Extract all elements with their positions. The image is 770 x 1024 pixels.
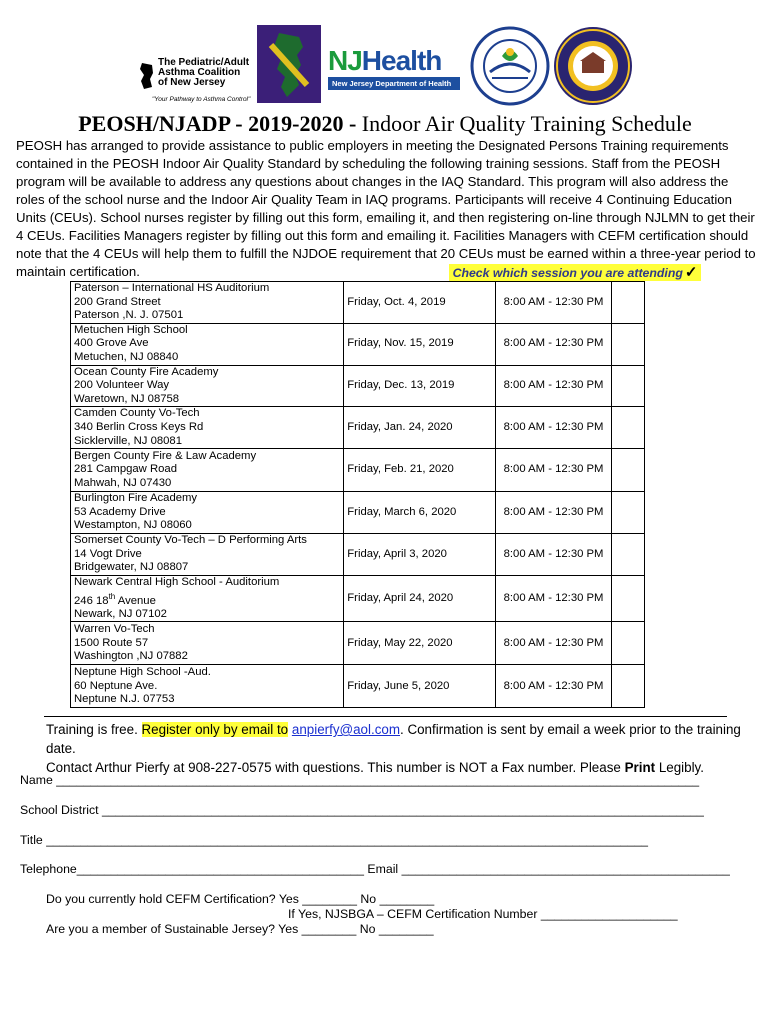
session-time: 8:00 AM - 12:30 PM <box>495 449 612 492</box>
attend-checkbox[interactable] <box>612 622 645 665</box>
session-date: Friday, Dec. 13, 2019 <box>344 365 495 407</box>
register-by-email-text: Register only by email to <box>141 722 289 737</box>
street-name: Avenue <box>115 594 156 607</box>
paac-line-2: Asthma Coalition <box>158 67 241 78</box>
location-city: Newark, NJ 07102 <box>74 607 167 620</box>
epa-seal-logo <box>470 26 550 106</box>
attend-checkbox[interactable] <box>612 575 645 622</box>
cefm-seal-icon <box>552 25 634 107</box>
location-name: Somerset County Vo-Tech – D Performing Arts <box>74 534 307 547</box>
session-location <box>71 282 344 324</box>
session-location <box>71 533 344 575</box>
paac-line-1: The Pediatric/Adult <box>158 57 250 68</box>
attend-checkbox[interactable] <box>612 323 645 365</box>
session-date: Friday, Feb. 21, 2020 <box>344 449 495 492</box>
confirmation-text: . Confirmation is sent by email a week prior to the training date. <box>46 722 741 756</box>
location-street: 200 Grand Street <box>74 295 161 308</box>
location-city: Neptune N.J. 07753 <box>74 693 175 706</box>
schedule-row <box>71 622 645 665</box>
ordinal-suffix: th <box>108 591 116 601</box>
telephone-email-field[interactable]: Telephone__________________________________________ Email ________________________________________________ <box>20 862 730 876</box>
location-city: Mahwah, NJ 07430 <box>74 476 172 489</box>
attend-checkbox[interactable] <box>612 533 645 575</box>
session-location <box>71 492 344 534</box>
location-street: 1500 Route 57 <box>74 636 149 649</box>
schedule-row <box>71 533 645 575</box>
attend-checkbox[interactable] <box>612 492 645 534</box>
attend-checkbox[interactable] <box>612 365 645 407</box>
logo-strip <box>0 25 770 110</box>
contact-text: Contact Arthur Pierfy at 908-227-0575 with questions. This number is NOT a Fax number. Please <box>46 760 625 775</box>
attend-checkbox[interactable] <box>612 282 645 324</box>
location-street: 340 Berlin Cross Keys Rd <box>74 420 204 433</box>
session-location <box>71 323 344 365</box>
location-city: Washington ,NJ 07882 <box>74 650 188 663</box>
location-street: 281 Campgaw Road <box>74 463 177 476</box>
location-name: Neptune High School -Aud. <box>74 666 211 679</box>
new-jersey-map-logo <box>257 25 321 103</box>
attend-checkbox[interactable] <box>612 407 645 449</box>
cefm-certification-number-field[interactable]: If Yes, NJSBGA – CEFM Certification Number ____________________ <box>288 907 678 921</box>
location-name: Ocean County Fire Academy <box>74 365 219 378</box>
location-street <box>74 590 340 608</box>
registration-info <box>46 720 746 777</box>
location-name: Metuchen High School <box>74 323 188 336</box>
session-location <box>71 407 344 449</box>
nj-outline-icon <box>138 61 156 91</box>
schedule-row <box>71 282 645 324</box>
print-text: Print <box>624 760 656 775</box>
schedule-row <box>71 407 645 449</box>
session-date: Friday, May 22, 2020 <box>344 622 495 665</box>
check-session-label: Check which session you are attending <box>452 266 683 280</box>
session-time: 8:00 AM - 12:30 PM <box>495 407 612 449</box>
location-city: Paterson ,N. J. 07501 <box>74 309 184 322</box>
name-field[interactable]: Name ______________________________________________________________________________________________ <box>20 773 700 787</box>
session-time: 8:00 AM - 12:30 PM <box>495 492 612 534</box>
session-date: Friday, June 5, 2020 <box>344 665 495 708</box>
divider <box>44 716 727 717</box>
title-bold: PEOSH/NJADP - 2019-2020 - <box>78 111 362 136</box>
schedule-row <box>71 449 645 492</box>
legibly-text: Legibly. <box>655 760 704 775</box>
session-date: Friday, April 3, 2020 <box>344 533 495 575</box>
nj-health-logo <box>328 45 460 95</box>
location-name: Burlington Fire Academy <box>74 492 198 505</box>
session-location <box>71 575 344 622</box>
pediatric-adult-asthma-coalition-logo <box>138 58 256 108</box>
location-name: Camden County Vo-Tech <box>74 407 200 420</box>
session-time: 8:00 AM - 12:30 PM <box>495 365 612 407</box>
attend-checkbox[interactable] <box>612 449 645 492</box>
njhealth-nj-text: NJ <box>328 45 362 76</box>
school-district-field[interactable]: School District ________________________________________________________________________________________ <box>20 803 704 817</box>
session-location <box>71 365 344 407</box>
session-location <box>71 665 344 708</box>
session-date: Friday, Nov. 15, 2019 <box>344 323 495 365</box>
location-city: Westampton, NJ 08060 <box>74 519 192 532</box>
intro-paragraph: PEOSH has arranged to provide assistance to public employers in meeting the Designated Persons Training requirements contained in the PEOSH Indoor Air Quality Standard by scheduling the following training sessions. Staff from the PEOSH program will be available to address any questions about changes in the IAQ Standard. This program will also address the roles of the school nurse and the Indoor Air Quality Team in IAQ programs. Participants will receive 4 Continuing Education Units (CEUs). School nurses register by filling out this form, emailing it, and then registering on-line through NJLMN to get their 4 CEUs. Facilities Managers register by filling out this form and emailing it. Facilities Managers with CEFM certification should note that the 4 CEUs will help them to fulfill the NJDOE requirement that 20 CEUs must be earned within a three-year period to maintain certification. <box>16 138 756 279</box>
session-location <box>71 622 344 665</box>
session-time: 8:00 AM - 12:30 PM <box>495 622 612 665</box>
epa-seal-icon <box>470 26 550 106</box>
njhealth-dept-text: New Jersey Department of Health <box>328 77 460 90</box>
njhealth-health-text: Health <box>361 45 442 76</box>
checkmark-icon: ✓ <box>684 264 698 281</box>
street-number: 246 18 <box>74 594 109 607</box>
session-date: Friday, Oct. 4, 2019 <box>344 282 495 324</box>
cefm-certification-question[interactable]: Do you currently hold CEFM Certification? Yes ________ No ________ <box>46 892 435 906</box>
location-name: Newark Central High School - Auditorium <box>74 575 280 588</box>
paac-tagline: "Your Pathway to Asthma Control" <box>152 96 251 103</box>
paac-line-3: of New Jersey <box>158 77 226 88</box>
schedule-row <box>71 323 645 365</box>
location-city: Waretown, NJ 08758 <box>74 392 180 405</box>
schedule-row <box>71 575 645 622</box>
location-street: 14 Vogt Drive <box>74 547 142 560</box>
session-time: 8:00 AM - 12:30 PM <box>495 665 612 708</box>
session-date: Friday, Jan. 24, 2020 <box>344 407 495 449</box>
cefm-association-seal-logo <box>552 25 634 107</box>
check-session-banner <box>449 264 701 281</box>
training-schedule-table <box>70 281 645 708</box>
training-free-text: Training is free. <box>46 722 142 737</box>
session-time: 8:00 AM - 12:30 PM <box>495 533 612 575</box>
sustainable-jersey-question[interactable]: Are you a member of Sustainable Jersey? Yes ________ No ________ <box>46 922 434 936</box>
location-street: 400 Grove Ave <box>74 337 149 350</box>
title-rest: Indoor Air Quality Training Schedule <box>361 111 692 136</box>
contact-email-link[interactable]: anpierfy@aol.com <box>291 722 400 737</box>
session-time: 8:00 AM - 12:30 PM <box>495 323 612 365</box>
page-title <box>0 110 770 138</box>
location-name: Warren Vo-Tech <box>74 623 155 636</box>
location-street: 200 Volunteer Way <box>74 379 170 392</box>
location-city: Metuchen, NJ 08840 <box>74 350 179 363</box>
location-city: Bridgewater, NJ 08807 <box>74 561 189 574</box>
schedule-row <box>71 665 645 708</box>
session-date: Friday, April 24, 2020 <box>344 575 495 622</box>
session-location <box>71 449 344 492</box>
session-time: 8:00 AM - 12:30 PM <box>495 575 612 622</box>
attend-checkbox[interactable] <box>612 665 645 708</box>
location-street: 53 Academy Drive <box>74 505 166 518</box>
session-date: Friday, March 6, 2020 <box>344 492 495 534</box>
title-field[interactable]: Title ________________________________________________________________________________________ <box>20 833 649 847</box>
location-street: 60 Neptune Ave. <box>74 679 158 692</box>
session-time: 8:00 AM - 12:30 PM <box>495 282 612 324</box>
location-name: Bergen County Fire & Law Academy <box>74 449 257 462</box>
location-name: Paterson – International HS Auditorium <box>74 282 270 294</box>
nj-map-icon <box>257 25 321 103</box>
location-city: Sicklerville, NJ 08081 <box>74 434 182 447</box>
schedule-row <box>71 365 645 407</box>
schedule-row <box>71 492 645 534</box>
